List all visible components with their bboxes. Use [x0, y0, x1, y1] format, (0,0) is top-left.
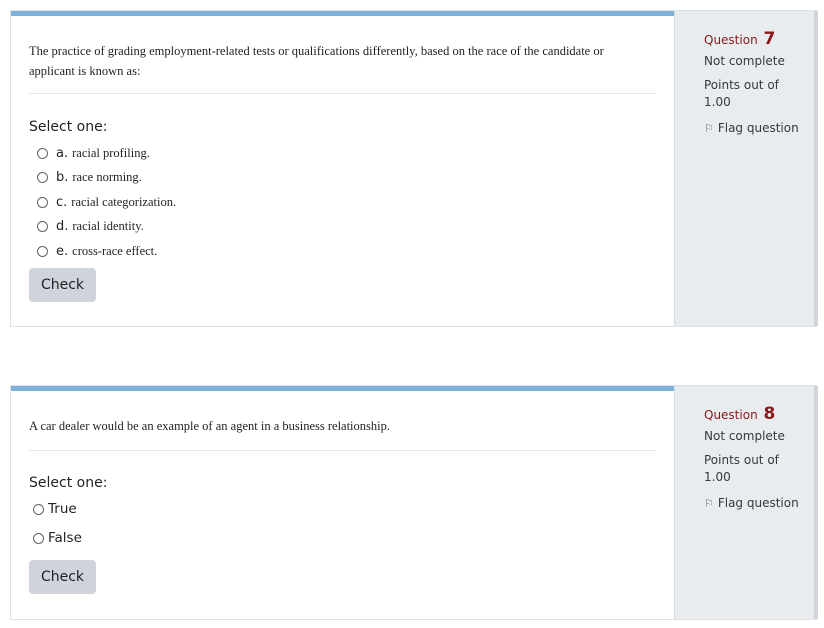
flag-label: Flag question [717, 121, 799, 135]
question-content [11, 11, 674, 326]
option-letter: d. [56, 218, 69, 234]
option-text: racial identity. [72, 218, 144, 233]
radio-button[interactable] [37, 221, 48, 232]
check-button[interactable]: Check [29, 560, 96, 594]
flag-icon: ⚐ [704, 122, 714, 135]
flag-question-link[interactable] [704, 121, 799, 135]
select-one-prompt: Select one: [29, 475, 108, 491]
option-letter: c. [56, 194, 68, 210]
question-7 [10, 10, 817, 327]
question-grade: Points out of 1.00 [704, 78, 779, 109]
radio-button[interactable] [37, 148, 48, 159]
option-text: racial profiling. [72, 145, 150, 160]
check-button[interactable]: Check [29, 268, 96, 302]
option-letter: e. [56, 243, 69, 259]
option-text: race norming. [72, 169, 142, 184]
divider [29, 93, 656, 94]
question-text: The practice of grading employment-related tests or qualifications differently, based on the race of the candidate or applicant is known as: [29, 44, 604, 78]
question-number: Question 8 [704, 404, 776, 424]
radio-button[interactable] [37, 172, 48, 183]
question-top-bar [11, 11, 674, 16]
flag-icon: ⚐ [704, 497, 714, 510]
option-a[interactable] [37, 144, 150, 162]
option-c[interactable] [37, 193, 176, 211]
option-letter: a. [56, 145, 69, 161]
option-letter: b. [56, 169, 69, 185]
question-info-panel [674, 11, 818, 326]
question-8 [10, 385, 817, 620]
question-info-panel [674, 386, 818, 619]
option-e[interactable] [37, 242, 157, 260]
option-text: cross-race effect. [72, 243, 158, 258]
radio-button[interactable] [33, 504, 44, 515]
divider [29, 450, 656, 451]
flag-label: Flag question [717, 496, 799, 510]
option-text: False [48, 530, 82, 546]
question-top-bar [11, 386, 674, 391]
question-content [11, 386, 674, 619]
radio-button[interactable] [37, 197, 48, 208]
flag-question-link[interactable] [704, 496, 799, 510]
option-true[interactable] [33, 500, 77, 518]
radio-button[interactable] [37, 246, 48, 257]
question-text: A car dealer would be an example of an agent in a business relationship. [29, 419, 390, 433]
option-text: racial categorization. [71, 194, 177, 209]
question-grade: Points out of 1.00 [704, 453, 779, 484]
option-false[interactable] [33, 529, 82, 547]
select-one-prompt: Select one: [29, 119, 108, 135]
question-number: Question 7 [704, 29, 776, 49]
option-d[interactable] [37, 217, 144, 235]
question-state: Not complete [704, 429, 785, 443]
radio-button[interactable] [33, 533, 44, 544]
question-state: Not complete [704, 54, 785, 68]
option-b[interactable] [37, 168, 142, 186]
option-text: True [48, 501, 77, 517]
